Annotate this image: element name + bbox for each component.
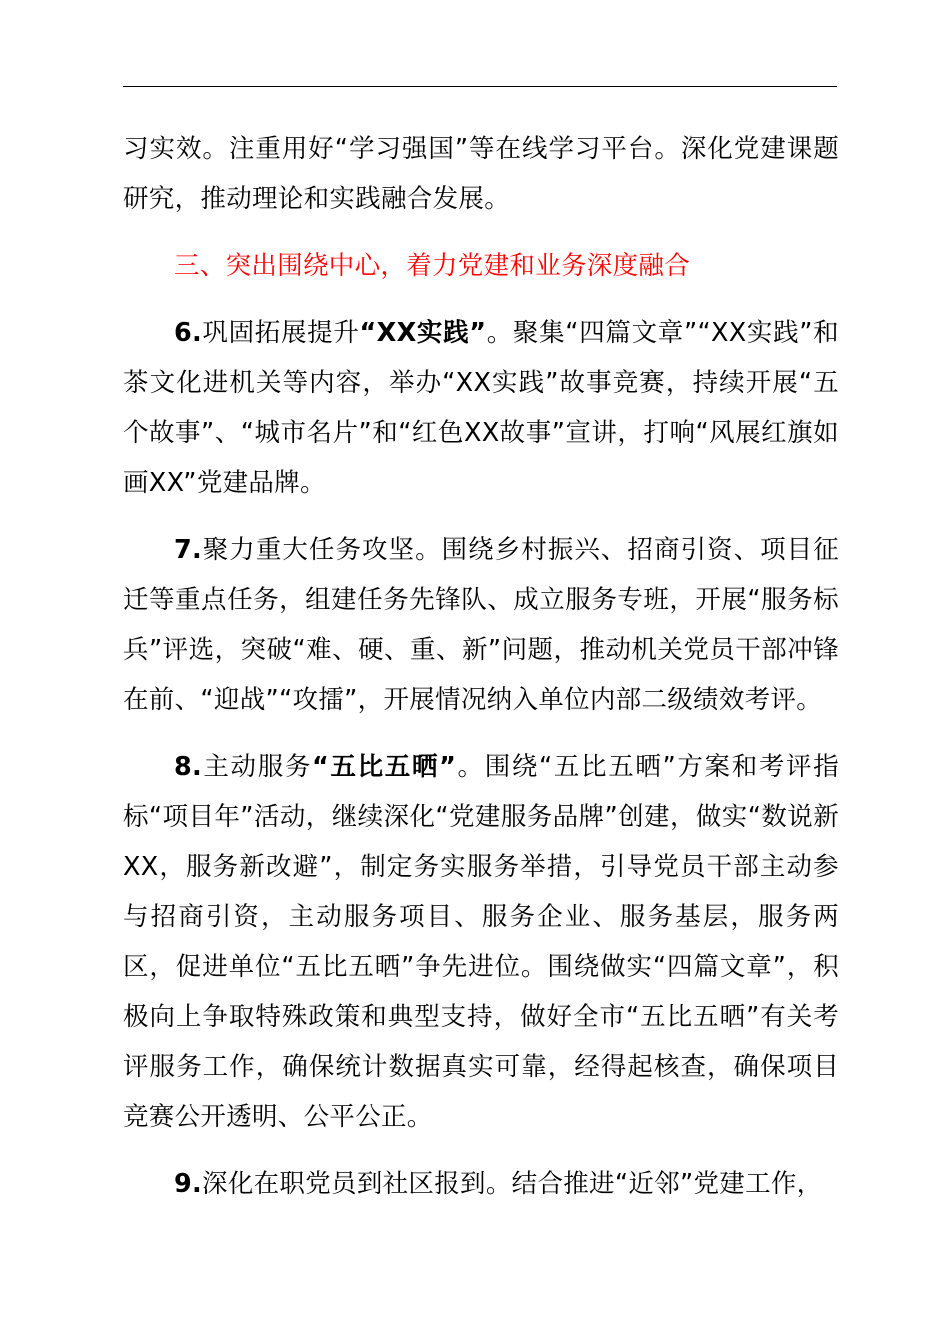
item-8-number: 8. xyxy=(174,752,203,782)
item-6-title: 巩固拓展提升 xyxy=(202,318,360,348)
header-rule xyxy=(123,86,837,87)
section-heading: 三、突出围绕中心，着力党建和业务深度融合 xyxy=(174,251,691,281)
document-body xyxy=(123,124,839,1209)
item-7-paragraph xyxy=(123,525,839,725)
item-9-body: 。结合推进“近邻”党建工作， xyxy=(485,1169,823,1199)
item-8-paragraph xyxy=(123,742,839,1142)
item-7-title: 聚力重大任务攻坚 xyxy=(202,535,416,565)
item-7-body: 。围绕乡村振兴、招商引资、项目征迁等重点任务，组建任务先锋队、成立服务专班，开展“服务标兵”评选，突破“难、硬、重、新”问题，推动机关党员干部冲锋在前、“迎战”“攻擂”，开展情况纳入单位内部二级绩效考评。 xyxy=(123,535,839,715)
item-6-body: 。聚集“四篇文章”“XX实践”和茶文化进机关等内容，举办“XX实践”故事竞赛，持续开展“五个故事”、“城市名片”和“红色XX故事”宣讲，打响“风展红旗如画XX”党建品牌。 xyxy=(123,318,839,498)
item-9-number: 9. xyxy=(174,1169,203,1199)
item-6-title-bold: “XX实践” xyxy=(359,318,487,348)
item-8-body: 。围绕“五比五晒”方案和考评指标“项目年”活动，继续深化“党建服务品牌”创建，做实“数说新XX，服务新改避”，制定务实服务举措，引导党员干部主动参与招商引资，主动服务项目、服务企业、服务基层，服务两区，促进单位“五比五晒”争先进位。围绕做实“四篇文章”，积极向上争取特殊政策和典型支持，做好全市“五比五晒”有关考评服务工作，确保统计数据真实可靠，经得起核查，确保项目竞赛公开透明、公平公正。 xyxy=(123,752,839,1132)
item-9-title: 深化在职党员到社区报到 xyxy=(202,1169,486,1199)
item-6-number: 6. xyxy=(174,318,203,348)
continuation-paragraph: 习实效。注重用好“学习强国”等在线学习平台。深化党建课题研究，推动理论和实践融合发展。 xyxy=(123,134,839,214)
item-7-number: 7. xyxy=(174,535,203,565)
item-6-paragraph xyxy=(123,308,839,508)
item-8-title: 主动服务 xyxy=(202,752,313,782)
item-8-title-bold: “五比五晒” xyxy=(312,752,457,782)
item-9-paragraph xyxy=(123,1159,839,1209)
